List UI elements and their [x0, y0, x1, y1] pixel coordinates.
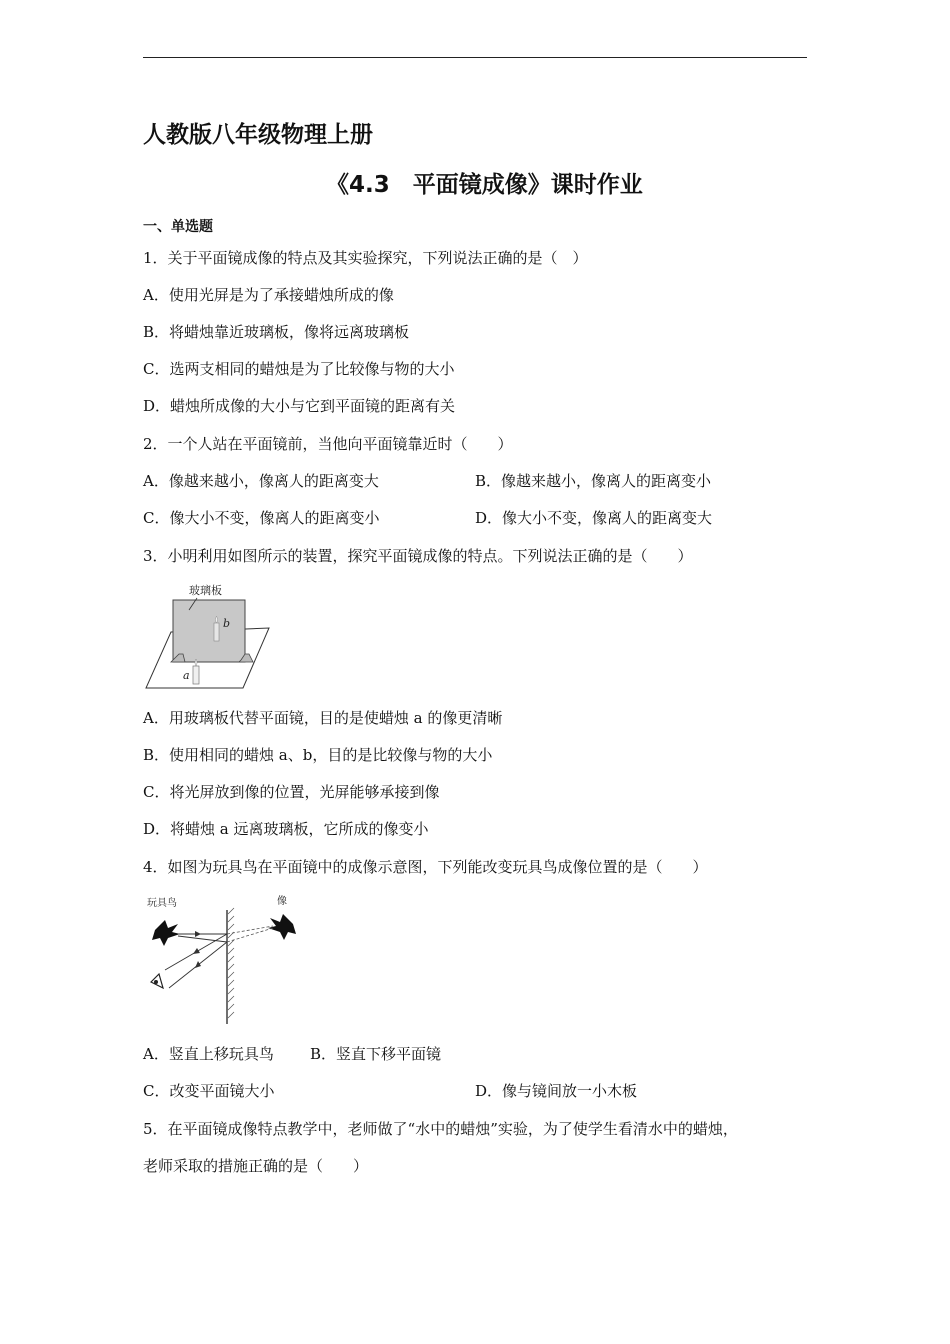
question-3-option-d: D．将蜡烛 a 远离玻璃板，它所成的像变小 — [143, 820, 429, 838]
header-rule — [143, 57, 807, 58]
question-3-option-b: B．使用相同的蜡烛 a、b，目的是比较像与物的大小 — [143, 746, 493, 764]
question-3-stem: 3．小明利用如图所示的装置，探究平面镜成像的特点。下列说法正确的是（ ） — [143, 547, 693, 565]
question-3-figure — [143, 580, 273, 692]
candle-a-label: a — [183, 669, 190, 682]
image-label: 像 — [277, 896, 287, 907]
question-1-option-d: D．蜡烛所成像的大小与它到平面镜的距离有关 — [143, 397, 456, 415]
question-1-stem: 1．关于平面镜成像的特点及其实验探究，下列说法正确的是（ ） — [143, 249, 588, 267]
question-2-option-d: D．像大小不变，像离人的距离变大 — [475, 509, 713, 527]
candle-b-label: b — [223, 617, 231, 630]
question-1-option-c: C．选两支相同的蜡烛是为了比较像与物的大小 — [143, 360, 455, 378]
question-4-stem: 4．如图为玩具鸟在平面镜中的成像示意图，下列能改变玩具鸟成像位置的是（ ） — [143, 858, 708, 876]
question-2-option-c: C．像大小不变，像离人的距离变小 — [143, 509, 380, 527]
glass-plate-label: 玻璃板 — [189, 584, 222, 597]
toy-bird-label: 玩具鸟 — [147, 898, 177, 909]
question-1-option-b: B．将蜡烛靠近玻璃板，像将远离玻璃板 — [143, 323, 410, 341]
question-3-option-c: C．将光屏放到像的位置，光屏能够承接到像 — [143, 783, 440, 801]
question-2-option-b: B．像越来越小，像离人的距离变小 — [475, 472, 712, 490]
question-4-figure — [143, 890, 303, 1030]
question-5-stem-line1: 5．在平面镜成像特点教学中，老师做了“水中的蜡烛”实验，为了使学生看清水中的蜡烛， — [143, 1120, 738, 1138]
page-title: 人教版八年级物理上册 — [143, 122, 373, 148]
page-subtitle: 《4.3 平面镜成像》课时作业 — [326, 172, 643, 198]
question-1-option-a: A．使用光屏是为了承接蜡烛所成的像 — [143, 286, 394, 304]
section-heading: 一、单选题 — [143, 219, 213, 235]
question-4-option-d: D．像与镜间放一小木板 — [475, 1082, 638, 1100]
question-4-option-a: A．竖直上移玩具鸟 — [143, 1045, 274, 1063]
question-3-option-a: A．用玻璃板代替平面镜，目的是使蜡烛 a 的像更清晰 — [143, 709, 503, 727]
question-5-stem-line2: 老师采取的措施正确的是（ ） — [143, 1157, 369, 1175]
question-2-stem: 2．一个人站在平面镜前，当他向平面镜靠近时（ ） — [143, 435, 513, 453]
question-2-option-a: A．像越来越小，像离人的距离变大 — [143, 472, 379, 490]
question-4-option-c: C．改变平面镜大小 — [143, 1082, 275, 1100]
question-4-option-b: B．竖直下移平面镜 — [310, 1045, 442, 1063]
